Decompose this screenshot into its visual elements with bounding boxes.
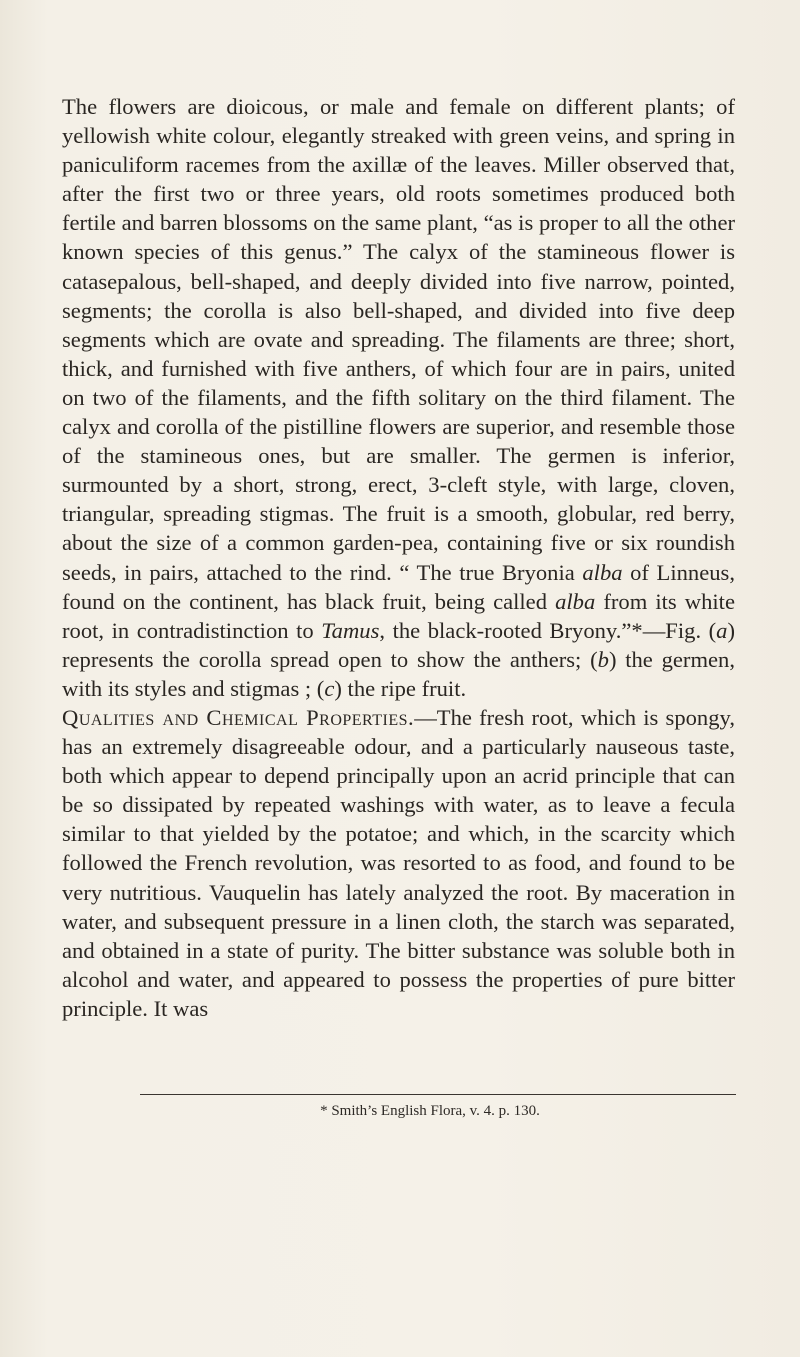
paragraph-qualities — [62, 703, 735, 1023]
text-run: The flowers are dioicous, or male and female on different plants; of yellowish white colour, elegantly streaked with green veins, and spring in paniculiform racemes from the axillæ of the leaves. Miller observed that, after the first two or three years, old roots sometimes produced both fertile and barren blossoms on the same plant, “as is proper to all the other known species of this genus.” The calyx of the stamineous flower is catasepalous, bell-shaped, and deeply divided into five narrow, pointed, segments; the corolla is also bell-shaped, and divided into five deep segments which are ovate and spreading. The filaments are three; short, thick, and furnished with five anthers, of which four are in pairs, united on two of the filaments, and the fifth solitary on the third filament. The calyx and corolla of the pistilline flowers are superior, and resemble those of the stamineous ones, but are smaller. The germen is inferior, surmounted by a short, strong, erect, 3-cleft style, with large, cloven, triangular, spreading stigmas. The fruit is a smooth, globular, red berry, about the size of a common garden-pea, containing five or six roundish seeds, in pairs, attached to the rind. “ The true Bryonia — [62, 94, 735, 585]
text-run: ) represents the corolla spread open to show the anthers; ( — [62, 617, 735, 672]
italic-run: b — [597, 646, 609, 672]
section-heading: Qualities and Chemical Properties. — [62, 704, 415, 730]
body-text — [62, 92, 735, 1023]
italic-run: c — [324, 675, 335, 701]
italic-run: a — [716, 617, 728, 643]
text-run: of Linneus, found on the continent, has black fruit, being called — [62, 559, 735, 614]
text-run: , the black-rooted Bryony.”*—Fig. ( — [379, 617, 717, 643]
text-run: ) the germen, with its styles and stigmas ; ( — [62, 646, 735, 701]
italic-run: alba — [555, 588, 596, 614]
paragraph-description — [62, 92, 735, 703]
text-run: ) the ripe fruit. — [334, 675, 467, 701]
footnote — [0, 1103, 800, 1120]
italic-run: Tamus — [321, 617, 380, 643]
text-run: from its white root, in contradistinction to — [62, 588, 735, 643]
text-run: —The fresh root, which is spongy, has an extremely disagreeable odour, and a particularly nauseous taste, both which appear to depend principally upon an acrid principle that can be so dissipated by repeated washings with water, as to leave a fecula similar to that yielded by the potatoe; and which, in the scarcity which followed the French revolution, was resorted to as food, and found to be very nutritious. Vauquelin has lately analyzed the root. By maceration in water, and subsequent pressure in a linen cloth, the starch was separated, and obtained in a state of purity. The bitter substance was soluble both in alcohol and water, and appeared to possess the properties of pure bitter principle. It was — [62, 704, 735, 1021]
italic-run: alba — [582, 559, 623, 585]
footnote-text: * Smith’s English Flora, v. 4. p. 130. — [320, 1103, 540, 1119]
footnote-divider — [140, 1094, 736, 1095]
